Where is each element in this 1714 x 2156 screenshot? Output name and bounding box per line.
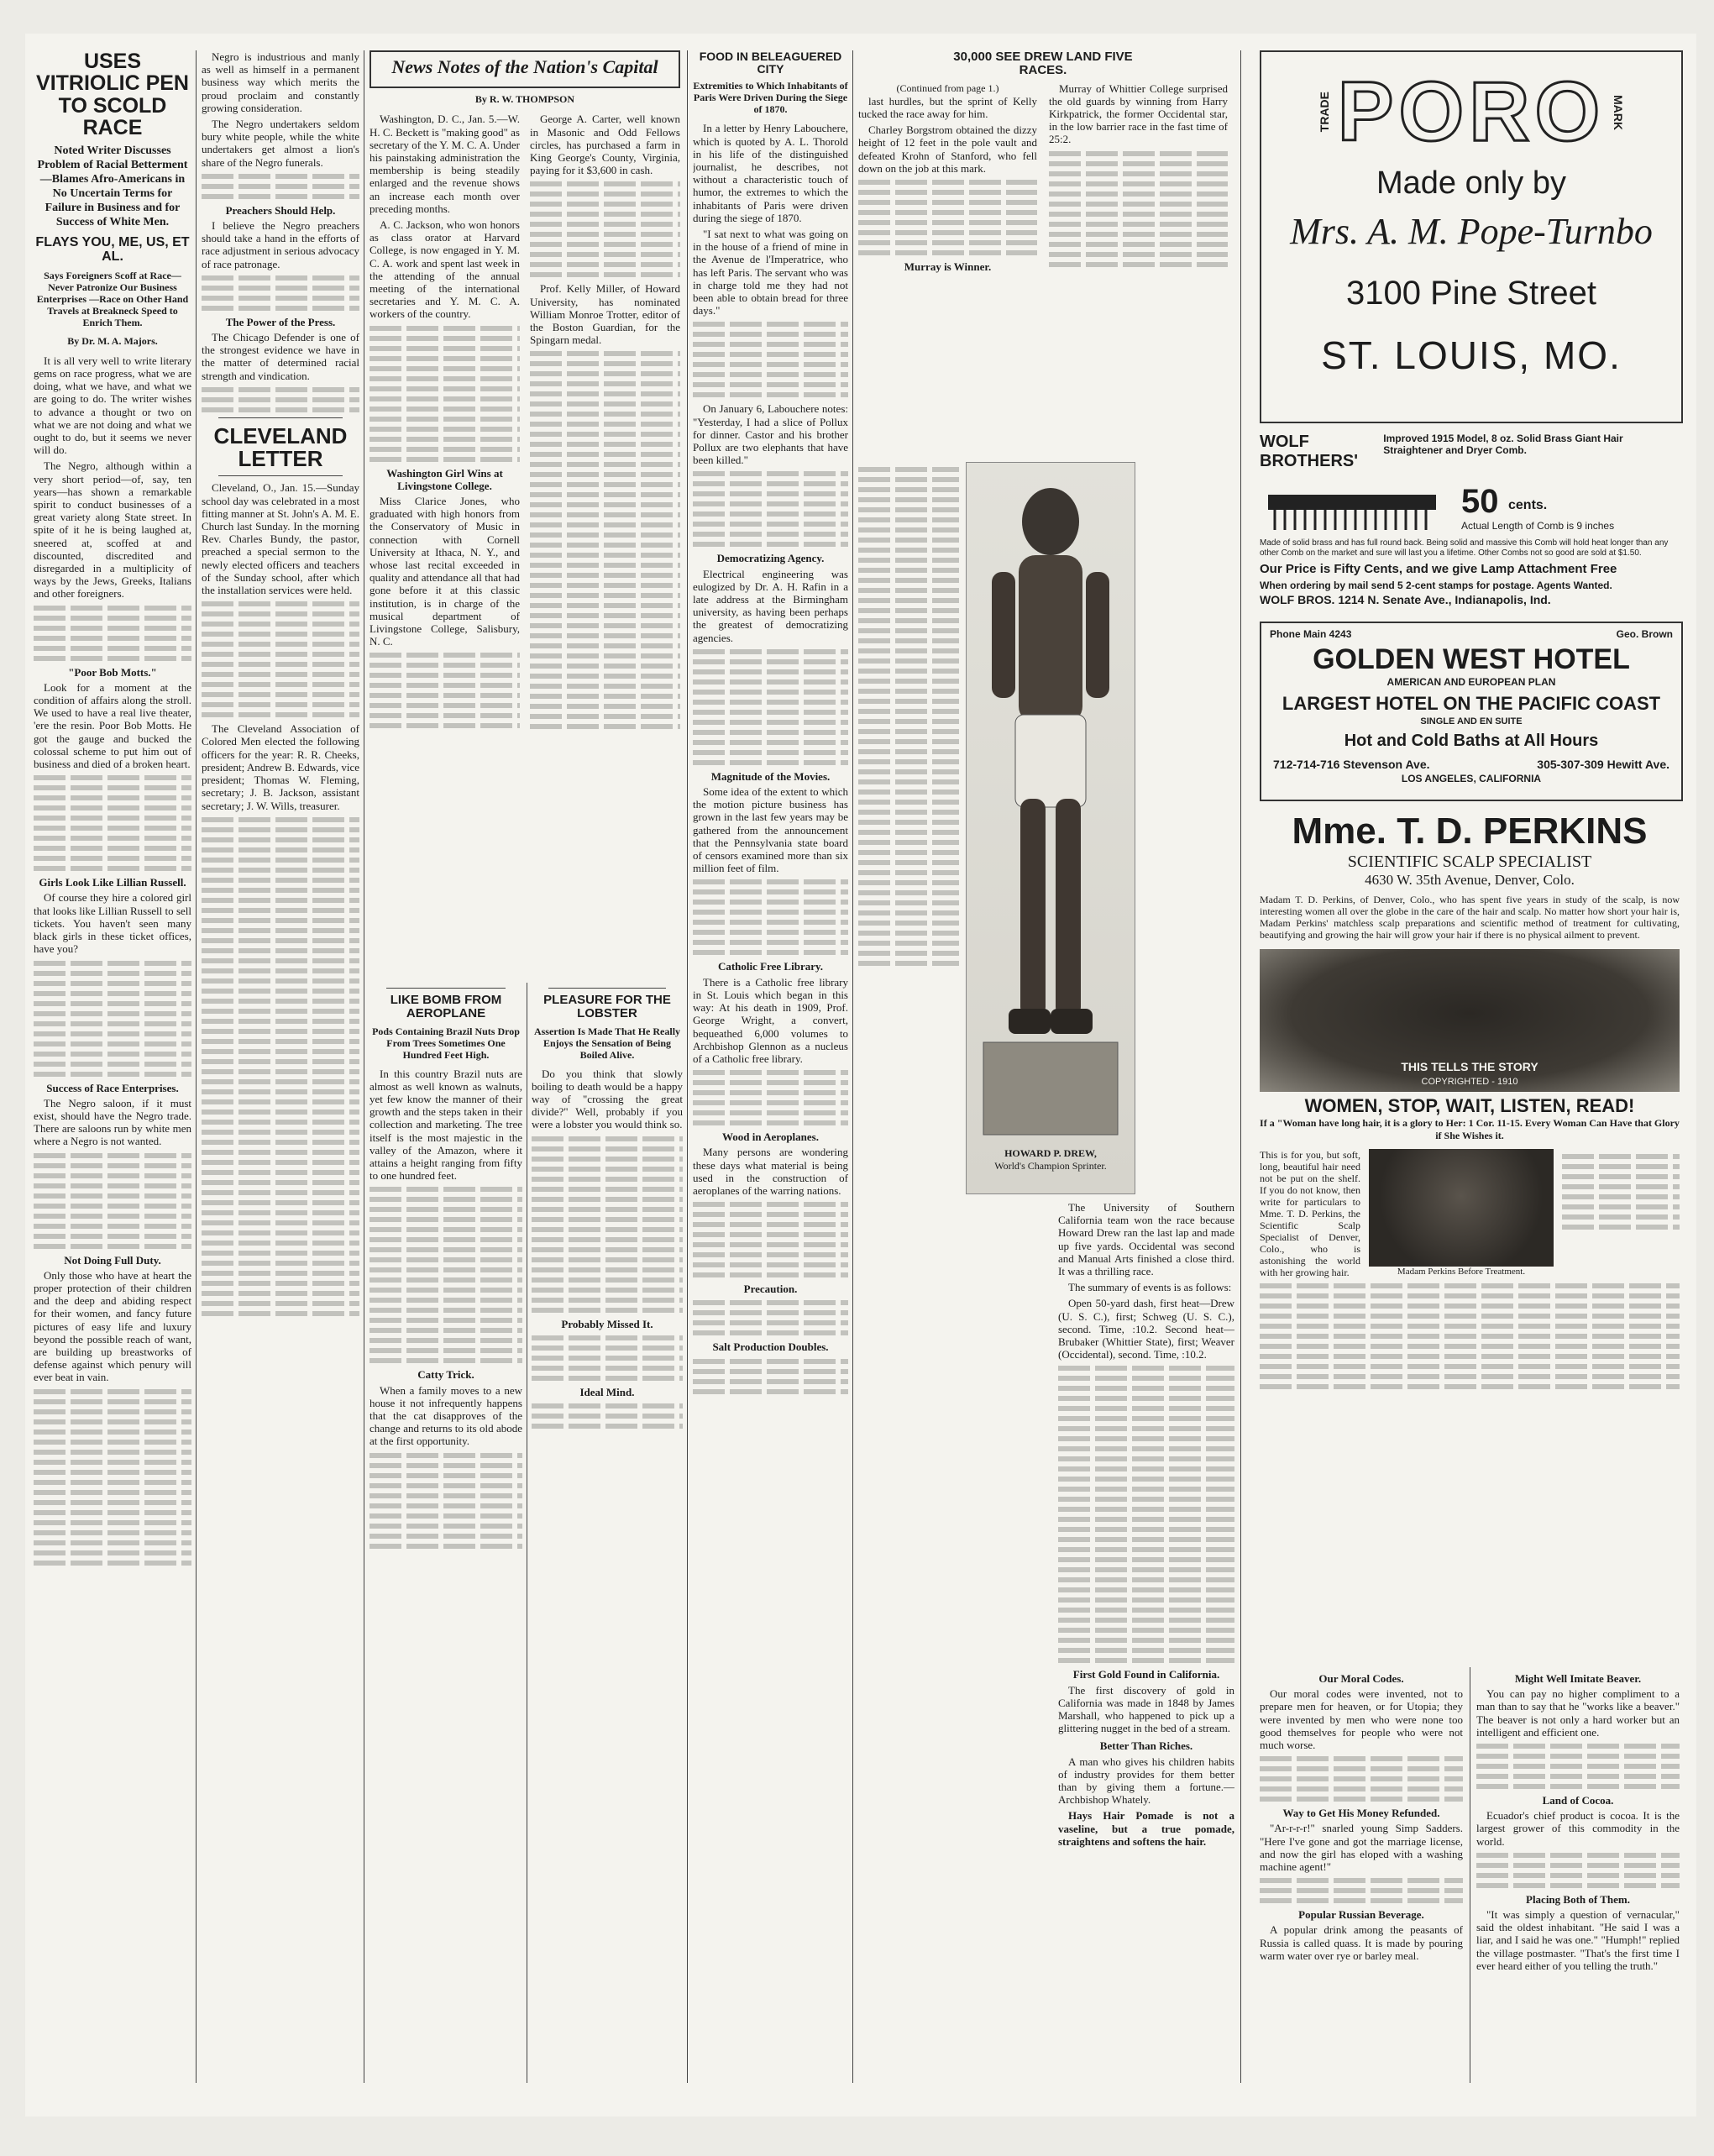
subhead: Wood in Aeroplanes. bbox=[722, 1130, 819, 1144]
article-paragraph: When a family moves to a new house it not infrequently happens that the cat disapproves of the change and returns to its old abode at the first opportunity. bbox=[370, 1383, 522, 1448]
wolf-price-unit: cents. bbox=[1508, 498, 1548, 512]
article-paragraph: "I sat next to what was going on in the house of a friend of mine in the Avenue de l'Imperatrice, who has left Paris. The servant who was in charge told me they had not been able to obtain bread for three days." bbox=[693, 228, 848, 317]
column-8 bbox=[1476, 1667, 1680, 2083]
column-rule bbox=[852, 50, 853, 2083]
deck-vitriolic: Noted Writer Discusses Problem of Racial Betterment—Blames Afro-Americans in No Uncertain Terms for Failure in Business and for Success of White Men. bbox=[37, 144, 188, 228]
perkins-body: Madam T. D. Perkins, of Denver, Colo., who has spent five years in study of the scalp, is now interesting women all over the globe in the care of the hair and scalp. No matter how short your hair is, Madam Perkins' matchless scalp preparations and scientific method of treatment for cultivating, beautifying and growing the hair will grow your hair if there is no physical ailment to prevent. bbox=[1260, 894, 1680, 941]
comb-icon bbox=[1268, 475, 1453, 533]
hotel-owner: Geo. Brown bbox=[1616, 628, 1673, 640]
subhead: "Poor Bob Motts." bbox=[68, 665, 157, 679]
article-paragraph: The Cleveland Association of Colored Men elected the following officers for the year: R. R. Cheeks, president; Andrew B. Edwards, vice president; Thomas W. Fleming, secretary; J. B. Jackson, assistant secretary; J. W. Wills, treasurer. bbox=[202, 722, 359, 812]
perkins-address: 4630 W. 35th Avenue, Denver, Colo. bbox=[1365, 872, 1575, 888]
article-paragraph: George A. Carter, well known in Masonic and Odd Fellows circles, has purchased a farm in King George's County, Virginia, paying for it $3,600 in cash. bbox=[530, 113, 680, 177]
column-2 bbox=[202, 50, 359, 2083]
article-paragraph: Look for a moment at the condition of affairs along the stroll. We used to have a real live theater, 'ere the resin. Poor Bob Motts. He got the gauge and bucked the colossal scheme to put him out of business and died of a broken heart. bbox=[34, 680, 191, 771]
article-paragraph: Many persons are wondering these days what material is being used in the construction of aeroplanes of the warring nations. bbox=[693, 1146, 848, 1197]
deck-bomb: Pods Containing Brazil Nuts Drop From Trees Sometimes One Hundred Feet High. bbox=[372, 1025, 520, 1061]
subhead: Probably Missed It. bbox=[561, 1317, 653, 1330]
subhead: Murray is Winner. bbox=[904, 260, 992, 273]
column-5-lower bbox=[858, 462, 959, 1193]
article-paragraph: The first discovery of gold in California was made in 1848 by James Marshall, who happened to pick up a glittering nugget in the bed of a stream. bbox=[1058, 1683, 1234, 1735]
article-paragraph: Do you think that slowly boiling to death would be a happy way of "crossing the great divide?" Well, probably if you were a lobster you would think so. bbox=[532, 1067, 683, 1131]
column-3-bomb bbox=[370, 983, 522, 2083]
wolf-name: WOLF BROTHERS' bbox=[1260, 433, 1358, 470]
subhead: First Gold Found in California. bbox=[1072, 1668, 1220, 1681]
mark-label: MARK bbox=[1612, 94, 1626, 130]
wolf-address: WOLF BROS. 1214 N. Senate Ave., Indianapolis, Ind. bbox=[1260, 593, 1551, 606]
wolf-order: When ordering by mail send 5 2-cent stamps for postage. Agents Wanted. bbox=[1260, 580, 1612, 591]
photo-caption: HOWARD P. DREW, bbox=[1004, 1147, 1097, 1159]
perkins-ad bbox=[1260, 810, 1680, 1650]
summary-vitriolic: Says Foreigners Scoff at Race—Never Patronize Our Business Enterprises —Race on Other Hand Travels at Breakneck Speed to Enrich Them. bbox=[36, 269, 189, 328]
subhead: Ideal Mind. bbox=[579, 1385, 635, 1398]
article-paragraph: Murray of Whittier College surprised the old guards by winning from Harry Kirkpatrick, the former Occidental star, in the low barrier race in the fast time of 25:2. bbox=[1049, 81, 1228, 146]
article-paragraph: Of course they hire a colored girl that looks like Lillian Russell to sell tickets. You haven't seen many black girls in these ticket offices, have you? bbox=[34, 891, 191, 956]
subdeck-flays: FLAYS YOU, ME, US, ET AL. bbox=[35, 235, 190, 264]
column-4 bbox=[693, 50, 848, 2083]
headline-vitriolic: USES VITRIOLIC PEN TO SCOLD RACE bbox=[36, 50, 189, 139]
subhead: Democratizing Agency. bbox=[716, 552, 825, 565]
article-paragraph: The Chicago Defender is one of the strongest evidence we have in the matter of determined racial strength and vindication. bbox=[202, 331, 359, 382]
perkins-title: SCIENTIFIC SCALP SPECIALIST bbox=[1347, 852, 1592, 871]
article-paragraph: Miss Clarice Jones, who graduated with high honors from the Conservatory of Music in connection with Cornell University at Ithaca, N. Y., and whose last recital exceeded in quality and attendance all that had gone before it at this classic institution, is in charge of the musical department of Livingstone College, Salisbury, N. C. bbox=[370, 494, 520, 648]
article-paragraph: You can pay no higher compliment to a man than to say that he "works like a beaver." The beaver is not only a hard worker but an intelligent and efficient one. bbox=[1476, 1687, 1680, 1739]
article-paragraph: Charley Borgstrom obtained the dizzy height of 12 feet in the pole vault and defeated Krohn of Stanford, who fell down on the job at this mark. bbox=[858, 123, 1037, 175]
drew-photo bbox=[966, 462, 1135, 1194]
column-7 bbox=[1260, 1667, 1463, 2083]
article-paragraph: Washington, D. C., Jan. 5.—W. H. C. Beckett is "making good" as secretary of the Y. M. C. A. Under his painstaking administration the membership is being steadily enlarged and the revenue shows an increase each month over preceding months. bbox=[370, 113, 520, 215]
photo-subcaption: World's Champion Sprinter. bbox=[994, 1160, 1107, 1172]
hotel-claim: LARGEST HOTEL ON THE PACIFIC COAST bbox=[1282, 693, 1661, 714]
column-1 bbox=[34, 50, 191, 2083]
article-paragraph: "Ar-r-r-r!" snarled young Simp Sadders. "Here I've gone and got the marriage license, and now the girl has eloped with a washing machine agent!" bbox=[1260, 1822, 1463, 1874]
photo-story-caption: THIS TELLS THE STORY bbox=[1401, 1060, 1538, 1073]
subhead: Better Than Riches. bbox=[1099, 1739, 1193, 1753]
article-paragraph: A man who gives his children habits of industry provides for them better than by giving them a fortune.—Archbishop Whately. bbox=[1058, 1755, 1234, 1807]
continued-note: (Continued from page 1.) bbox=[896, 81, 999, 94]
hotel-city: LOS ANGELES, CALIFORNIA bbox=[1401, 773, 1542, 784]
subhead: Our Moral Codes. bbox=[1318, 1672, 1404, 1685]
subhead: Magnitude of the Movies. bbox=[710, 769, 831, 783]
article-paragraph: Open 50-yard dash, first heat—Drew (U. S. C.), first; Schweg (U. S. C.), second. Time, :10.2. Second heat—Brubaker (Whittier State), first; Weaver (Occidental), second. Time, :10.2. bbox=[1058, 1297, 1234, 1361]
article-paragraph: In this country Brazil nuts are almost as well known as walnuts, yet few know the manner of their growth and the steps taken in their collection and marketing. The tree itself is the most majestic in the valley of the Amazon, where it attains a height ranging from fifty to one hundred feet. bbox=[370, 1067, 522, 1183]
article-paragraph: I believe the Negro preachers should take a hand in the efforts of race adjustment in serious advocacy of race patronage. bbox=[202, 219, 359, 270]
article-paragraph: "It was simply a question of vernacular," said the oldest inhabitant. "He said I was a liar, and I said he was one." "Humph!" replied the village postmaster. "That's the first time I ever heard either of you telling the truth." bbox=[1476, 1908, 1680, 1972]
long-hair-photo bbox=[1260, 949, 1680, 1092]
hotel-baths: Hot and Cold Baths at All Hours bbox=[1344, 732, 1599, 750]
poro-city: ST. LOUIS, MO. bbox=[1321, 333, 1622, 377]
trade-label: TRADE bbox=[1317, 92, 1331, 133]
headline-cleveland: CLEVELAND LETTER bbox=[213, 422, 348, 472]
perkins-p2: This is for you, but soft, long, beautiful hair need not be put on the shelf. If you do not know, then write for particulars to Mme. T. D. Perkins, the Scientific Scalp Specialist of Denver, Colo., who is astonishing the world with her growing hair. bbox=[1260, 1149, 1360, 1278]
article-paragraph: Ecuador's chief product is cocoa. It is the largest grower of this commodity in the world. bbox=[1476, 1809, 1680, 1848]
subhead: Salt Production Doubles. bbox=[712, 1340, 829, 1354]
article-paragraph: On January 6, Labouchere notes: "Yesterday, I had a slice of Pollux for dinner. Castor and his brother Pollux are two elephants that have been killed." bbox=[693, 402, 848, 467]
article-paragraph: Cleveland, O., Jan. 15.—Sunday school day was celebrated in a most fitting manner at St. John's A. M. E. Church last Sunday. In the morning Rev. Charles Bundy, the pastor, preached a special sermon to the newly elected officers and teachers of the Sunday school, after which the installation services were held. bbox=[202, 481, 359, 597]
wolf-tagline: Improved 1915 Model, 8 oz. Solid Brass Giant Hair Straightener and Dryer Comb. bbox=[1383, 433, 1623, 456]
subhead: Not Doing Full Duty. bbox=[64, 1253, 161, 1267]
subhead: Placing Both of Them. bbox=[1526, 1892, 1630, 1906]
made-by: Made only by bbox=[1376, 165, 1566, 201]
subhead: Way to Get His Money Refunded. bbox=[1282, 1807, 1440, 1820]
headline-lobster: PLEASURE FOR THE LOBSTER bbox=[543, 993, 671, 1020]
headline-drew: 30,000 SEE DREW LAND FIVE RACES. bbox=[953, 50, 1133, 77]
column-rule bbox=[196, 50, 197, 2083]
perkins-portrait bbox=[1369, 1149, 1554, 1267]
article-paragraph: A popular drink among the peasants of Russia is called quass. It is made by pouring warm water over rye or barley meal. bbox=[1260, 1923, 1463, 1962]
column-5-drew bbox=[858, 50, 1228, 454]
column-6 bbox=[1058, 1201, 1234, 2083]
article-paragraph: It is all very well to write literary gems on race progress, what we are doing, what we have, and what we are going to do. The writer wishes to advance a thought or two on what we are not doing and what we ought to do, but it seems we never will do. bbox=[34, 354, 191, 457]
subhead: Catty Trick. bbox=[417, 1368, 474, 1382]
hotel-ad bbox=[1260, 622, 1683, 801]
perkins-slogan: WOMEN, STOP, WAIT, LISTEN, READ! bbox=[1304, 1095, 1635, 1116]
subhead: Preachers Should Help. bbox=[225, 203, 336, 217]
headline-food: FOOD IN BELEAGUERED CITY bbox=[699, 50, 842, 76]
headline-capital: News Notes of the Nation's Capital bbox=[391, 56, 658, 77]
newspaper-page bbox=[25, 34, 1696, 2117]
poro-brand: PORO bbox=[1337, 65, 1606, 159]
article-paragraph: Only those who have at heart the proper protection of their children and the deep and abiding respect for their women, and fancy future pictures of easy life and luxury beyond the possible reach of want, are building up breastworks of defense against which penury will ever beat in vain. bbox=[34, 1268, 191, 1384]
column-4-lobster bbox=[532, 983, 683, 2083]
article-paragraph: Our moral codes were invented, not to prepare men for heaven, or for Utopia; they were invented by men who were none too good themselves for people who were not much worse. bbox=[1260, 1687, 1463, 1752]
column-rule bbox=[1240, 50, 1241, 2083]
subhead: Success of Race Enterprises. bbox=[46, 1081, 179, 1094]
hays-ad-line: Hays Hair Pomade is not a vaseline, but a true pomade, straightens and softens the hair. bbox=[1058, 1809, 1234, 1848]
subhead: The Power of the Press. bbox=[225, 315, 336, 328]
column-rule bbox=[687, 50, 688, 2083]
perkins-portrait-block bbox=[1369, 1149, 1554, 1278]
portrait-caption: Madam Perkins Before Treatment. bbox=[1397, 1267, 1526, 1277]
wolf-lamp: Our Price is Fifty Cents, and we give Lamp Attachment Free bbox=[1260, 562, 1617, 576]
article-paragraph: The Negro saloon, if it must exist, should have the Negro trade. There are saloons run by white men where a Negro is not wanted. bbox=[34, 1096, 191, 1148]
wolf-price: 50 bbox=[1461, 483, 1499, 520]
subhead: Precaution. bbox=[743, 1283, 798, 1296]
hotel-plan: AMERICAN AND EUROPEAN PLAN bbox=[1386, 676, 1556, 688]
byline-thompson: By R. W. THOMPSON bbox=[474, 93, 575, 106]
article-paragraph: The summary of events is as follows: bbox=[1068, 1281, 1232, 1294]
article-paragraph: Negro is industrious and manly as well as himself in a permanent business way which merits the proud proclaim and constantly growing consideration. bbox=[202, 50, 359, 114]
deck-food: Extremities to Which Inhabitants of Paris Were Driven During the Siege of 1870. bbox=[693, 80, 848, 116]
copyright-caption: COPYRIGHTED - 1910 bbox=[1421, 1077, 1518, 1087]
article-paragraph: The Negro undertakers seldom bury white people, while the white undertakers get almost a lion's share of the Negro funerals. bbox=[202, 118, 359, 169]
article-paragraph: The Negro, although within a very short period—of, say, ten years—has shown a remarkable spirit to conduct businesses of a great variety along State street. In spite of it he is being laughed at, sneered at, scoffed at and discounted, discredited and disregarded in a multiplicity of ways by the Jews, Greeks, Italians and other foreigners. bbox=[34, 459, 191, 601]
byline-majors: By Dr. M. A. Majors. bbox=[67, 334, 158, 347]
article-paragraph: There is a Catholic free library in St. Louis which began in this way: At his death in 1909, Prof. George Wright, a convert, bequeathed 6,000 volumes to Archbishop Glennon as a nucleus of a Catholic free library. bbox=[693, 975, 848, 1065]
poro-address: 3100 Pine Street bbox=[1346, 275, 1596, 312]
wolf-size-note: Actual Length of Comb is 9 inches bbox=[1461, 520, 1615, 532]
column-3-capital bbox=[370, 50, 680, 974]
sprinter-figure-icon bbox=[967, 463, 1135, 1143]
wolf-ad bbox=[1260, 433, 1680, 609]
article-paragraph: Some idea of the extent to which the motion picture business has grown in the last few years may be gathered from the announcement that the Pennsylvania state board of censors examined more than six million feet of film. bbox=[693, 785, 848, 875]
deck-lobster: Assertion Is Made That He Really Enjoys the Sensation of Being Boiled Alive. bbox=[533, 1025, 681, 1061]
subhead: Girls Look Like Lillian Russell. bbox=[39, 876, 186, 889]
wolf-desc: Made of solid brass and has full round back. Being solid and massive this Comb will hold heat longer than any other Comb on the market and sure will last you a lifetime. Other Combs not so good are sold at $1.50. bbox=[1260, 538, 1669, 558]
hotel-addr1: 712-714-716 Stevenson Ave. bbox=[1273, 758, 1430, 771]
signature: Mrs. A. M. Pope-Turnbo bbox=[1290, 211, 1653, 252]
subhead: Washington Girl Wins at Livingstone College. bbox=[386, 466, 503, 492]
article-paragraph: In a letter by Henry Labouchere, which is quoted by A. L. Thorold in his life of the distinguished journalist, he describes, not without a characteristic touch of humor, the extremes to which the inhabitants of Paris were driven during the siege of 1870. bbox=[693, 122, 848, 224]
article-paragraph: A. C. Jackson, who won honors as class orator at Harvard College, is now engaged in Y. M. C. A. work and spent last week in the attending of the annual meeting of the international secretaries and Y. M. C. A. workers of the country. bbox=[370, 218, 520, 321]
article-paragraph: Prof. Kelly Miller, of Howard University, has nominated William Monroe Trotter, editor of the Boston Guardian, for the Spingarn medal. bbox=[530, 282, 680, 347]
hotel-addr2: 305-307-309 Hewitt Ave. bbox=[1537, 758, 1669, 771]
hotel-phone: Phone Main 4243 bbox=[1270, 628, 1352, 640]
hotel-name: GOLDEN WEST HOTEL bbox=[1313, 643, 1630, 675]
subhead: Might Well Imitate Beaver. bbox=[1514, 1672, 1642, 1685]
article-paragraph: last hurdles, but the sprint of Kelly tucked the race away for him. bbox=[858, 94, 1037, 120]
article-paragraph: Electrical engineering was eulogized by Dr. A. H. Rafin in a late address at the Birmingham university, as having been perhaps the greatest of democratizing agencies. bbox=[693, 567, 848, 644]
hotel-rooms: SINGLE AND EN SUITE bbox=[1420, 716, 1523, 727]
subhead: Popular Russian Beverage. bbox=[1298, 1908, 1424, 1922]
perkins-verse: If a "Woman have long hair, it is a glory to Her: 1 Cor. 11-15. Every Woman Can Have that Glory if She Wishes it. bbox=[1260, 1117, 1680, 1141]
article-paragraph: The University of Southern California team won the race because Howard Drew ran the last lap and made up five yards. Occidental was second and Manual Arts finished a close third. It was a thrilling race. bbox=[1058, 1201, 1234, 1278]
perkins-name: Mme. T. D. PERKINS bbox=[1292, 810, 1648, 852]
poro-ad bbox=[1260, 50, 1683, 423]
subhead: Land of Cocoa. bbox=[1542, 1794, 1614, 1807]
headline-bomb: LIKE BOMB FROM AEROPLANE bbox=[390, 993, 502, 1020]
subhead: Catholic Free Library. bbox=[717, 960, 824, 973]
